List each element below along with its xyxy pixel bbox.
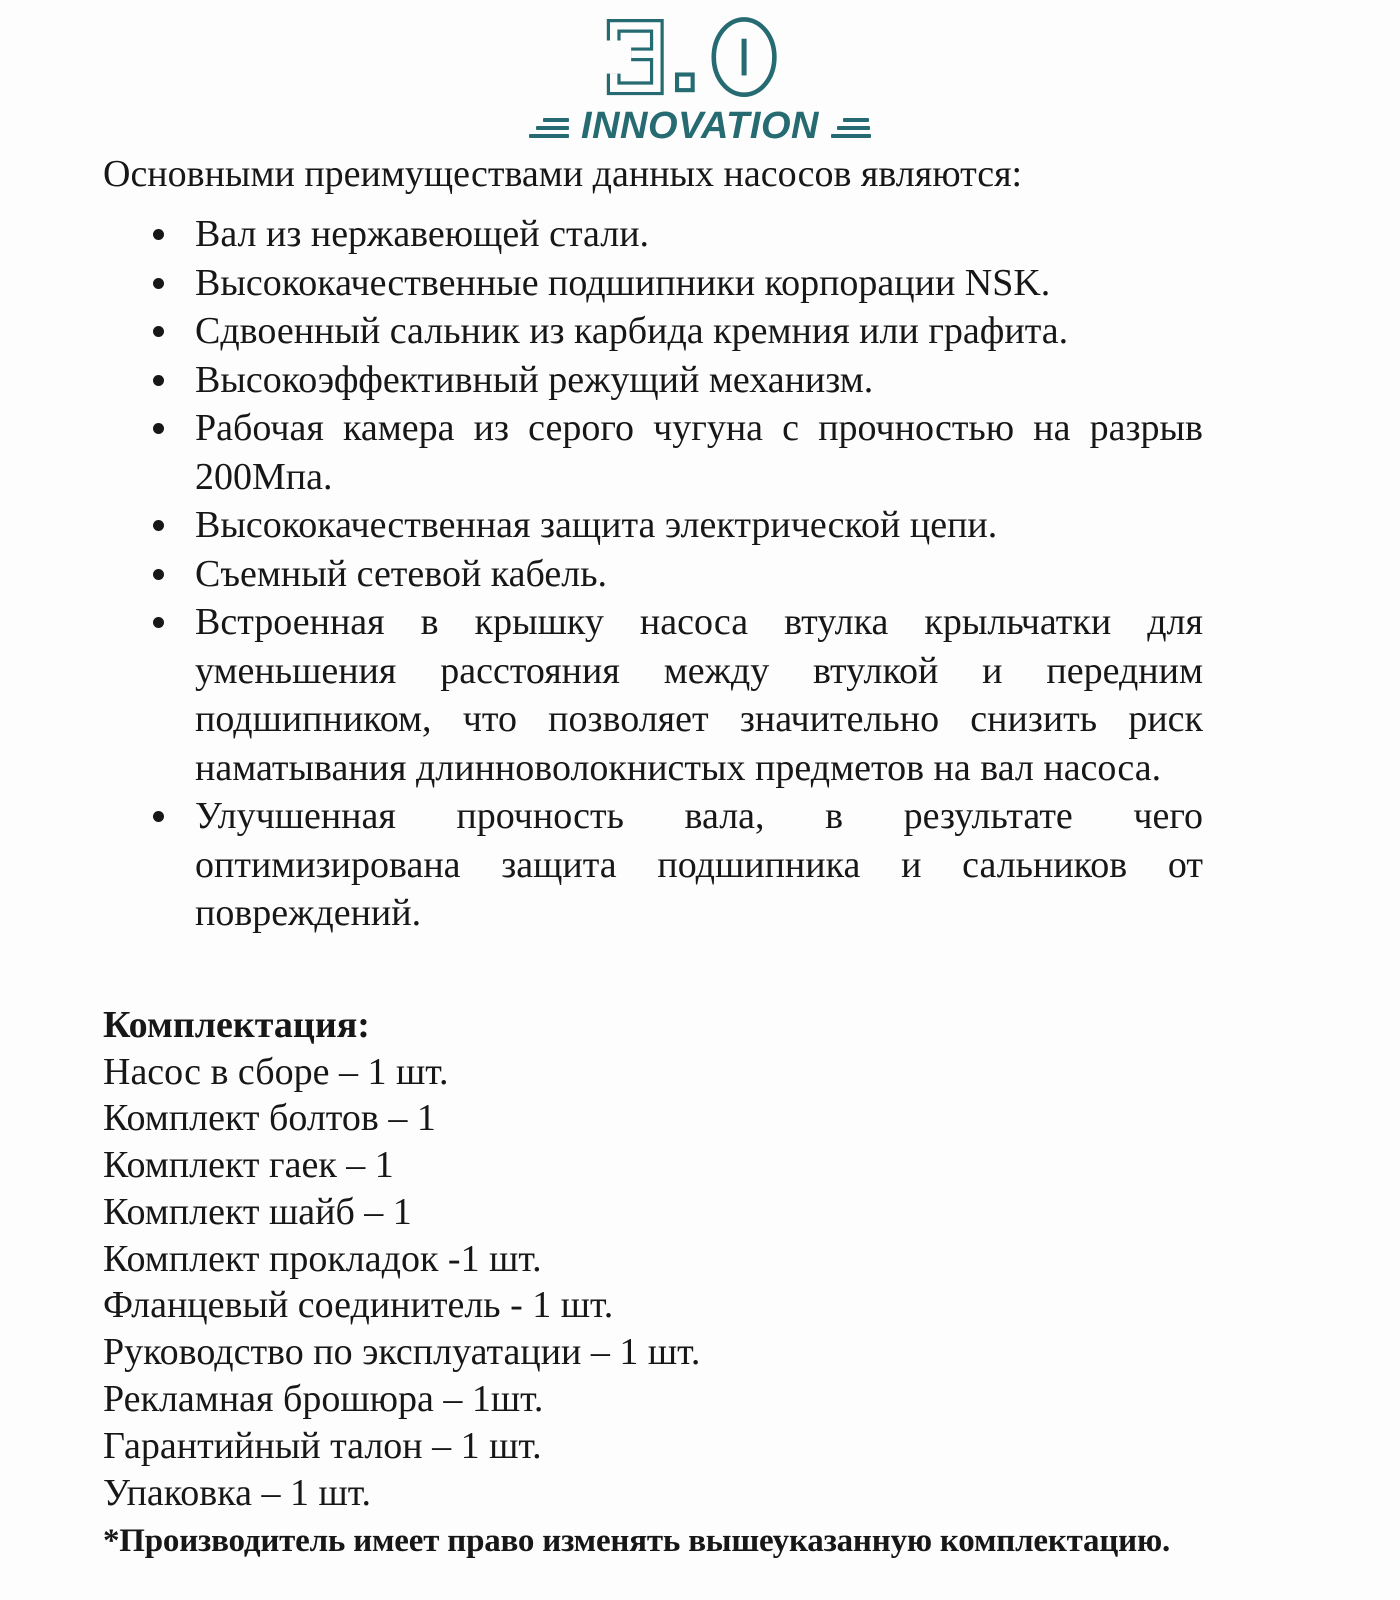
package-item: Комплект шайб – 1	[103, 1190, 412, 1233]
brand-logo	[0, 0, 1400, 148]
package-item: Рекламная брошюра – 1шт.	[103, 1378, 544, 1421]
advantage-item: Высококачественные подшипники корпорации NSK.	[103, 259, 1203, 308]
package-section	[103, 1002, 1320, 1564]
package-item: Фланцевый соединитель - 1 шт.	[103, 1284, 614, 1327]
intro-line: Основными преимуществами данных насосов являются:	[103, 153, 1023, 195]
advantage-item: Съемный сетевой кабель.	[103, 550, 1203, 599]
advantage-item: Сдвоенный сальник из карбида кремния или графита.	[103, 307, 1203, 356]
package-item: Комплект прокладок -1 шт.	[103, 1237, 542, 1280]
brand-row	[0, 104, 1400, 148]
package-item: Упаковка – 1 шт.	[103, 1471, 372, 1514]
package-item: Комплект болтов – 1	[103, 1097, 436, 1140]
advantage-item: Улучшенная прочность вала, в результате чего оптимизирована защита подшипника и сальников от повреждений.	[103, 792, 1203, 938]
logo-brand-text: INNOVATION	[581, 105, 819, 147]
package-item: Гарантийный талон – 1 шт.	[103, 1424, 542, 1467]
advantage-item: Высококачественная защита электрической цепи.	[103, 501, 1203, 550]
logo-3-0-icon	[599, 12, 801, 104]
advantages-list	[103, 210, 1203, 938]
advantage-item: Высокоэффективный режущий механизм.	[103, 356, 1203, 405]
package-title: Комплектация:	[103, 1003, 370, 1046]
advantage-item: Рабочая камера из серого чугуна с прочностью на разрыв 200Мпа.	[103, 404, 1203, 501]
advantage-item: Встроенная в крышку насоса втулка крыльчатки для уменьшения расстояния между втулкой и передним подшипником, что позволяет значительно снизить риск наматывания длинноволокнистых предметов на вал насоса.	[103, 598, 1203, 792]
manufacturer-note: *Производитель имеет право изменять вышеуказанную комплектацию.	[103, 1523, 1171, 1560]
speed-lines-left-icon	[529, 118, 569, 138]
document-content	[103, 150, 1320, 1563]
advantage-item: Вал из нержавеющей стали.	[103, 210, 1203, 259]
package-item: Насос в сборе – 1 шт.	[103, 1050, 449, 1093]
speed-lines-right-icon	[831, 118, 871, 138]
package-item: Комплект гаек – 1	[103, 1144, 394, 1187]
package-item: Руководство по эксплуатации – 1 шт.	[103, 1331, 701, 1374]
